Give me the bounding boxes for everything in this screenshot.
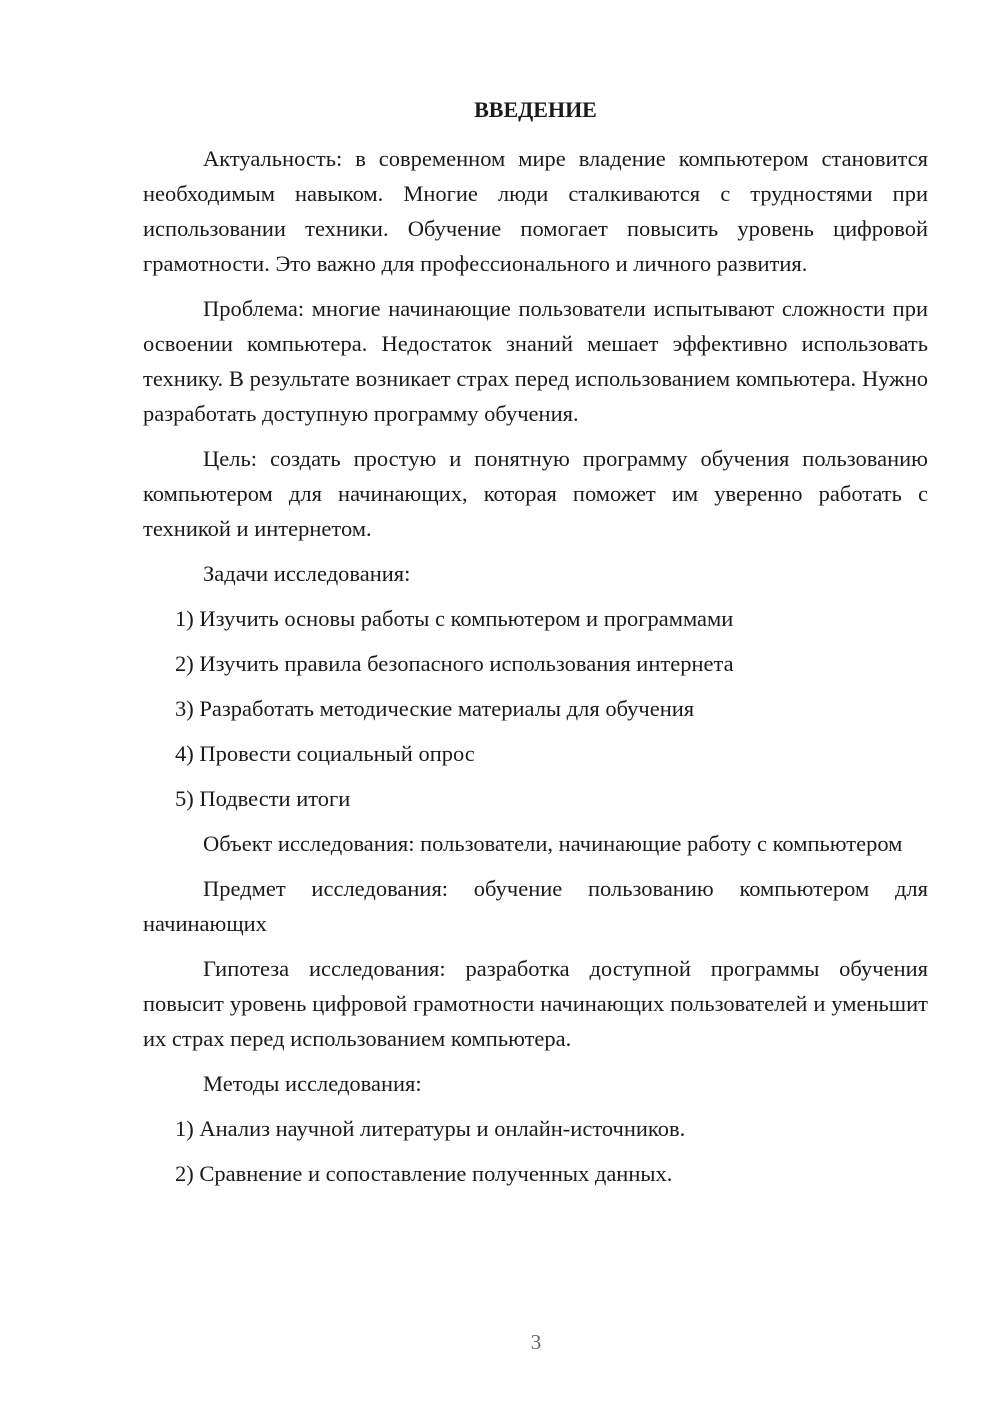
task-item: 5) Подвести итоги xyxy=(175,786,351,811)
method-item: 2) Сравнение и сопоставление полученных данных. xyxy=(175,1161,673,1186)
task-item: 1) Изучить основы работы с компьютером и программами xyxy=(175,606,734,631)
task-item: 3) Разработать методические материалы для обучения xyxy=(175,696,695,721)
methods-list xyxy=(143,1111,928,1191)
method-item: 1) Анализ научной литературы и онлайн-источников. xyxy=(175,1116,686,1141)
task-item: 4) Провести социальный опрос xyxy=(175,741,475,766)
object-paragraph: Объект исследования: пользователи, начинающие работу с компьютером xyxy=(203,831,903,856)
subject-paragraph: Предмет исследования: обучение пользованию компьютером для начинающих xyxy=(143,876,928,936)
page-title: ВВЕДЕНИЕ xyxy=(474,97,597,122)
problem-paragraph: Проблема: многие начинающие пользователи испытывают сложности при освоении компьютера. Недостаток знаний мешает эффективно использовать технику. В результате возникает страх перед использованием компьютера. Нужно разработать доступную программу обучения. xyxy=(143,296,928,426)
methods-heading: Методы исследования: xyxy=(203,1071,422,1096)
tasks-heading: Задачи исследования: xyxy=(203,561,411,586)
page-number: 3 xyxy=(530,1330,542,1354)
goal-paragraph: Цель: создать простую и понятную программу обучения пользованию компьютером для начинающих, которая поможет им уверенно работать с техникой и интернетом. xyxy=(143,446,928,541)
page-content xyxy=(143,92,928,1201)
hypothesis-paragraph: Гипотеза исследования: разработка доступной программы обучения повысит уровень цифровой грамотности начинающих пользователей и уменьшит их страх перед использованием компьютера. xyxy=(143,956,928,1051)
task-item: 2) Изучить правила безопасного использования интернета xyxy=(175,651,734,676)
tasks-list xyxy=(143,601,928,816)
relevance-paragraph: Актуальность: в современном мире владение компьютером становится необходимым навыком. Многие люди сталкиваются с трудностями при использовании техники. Обучение помогает повысить уровень цифровой грамотности. Это важно для профессионального и личного развития. xyxy=(143,146,928,276)
